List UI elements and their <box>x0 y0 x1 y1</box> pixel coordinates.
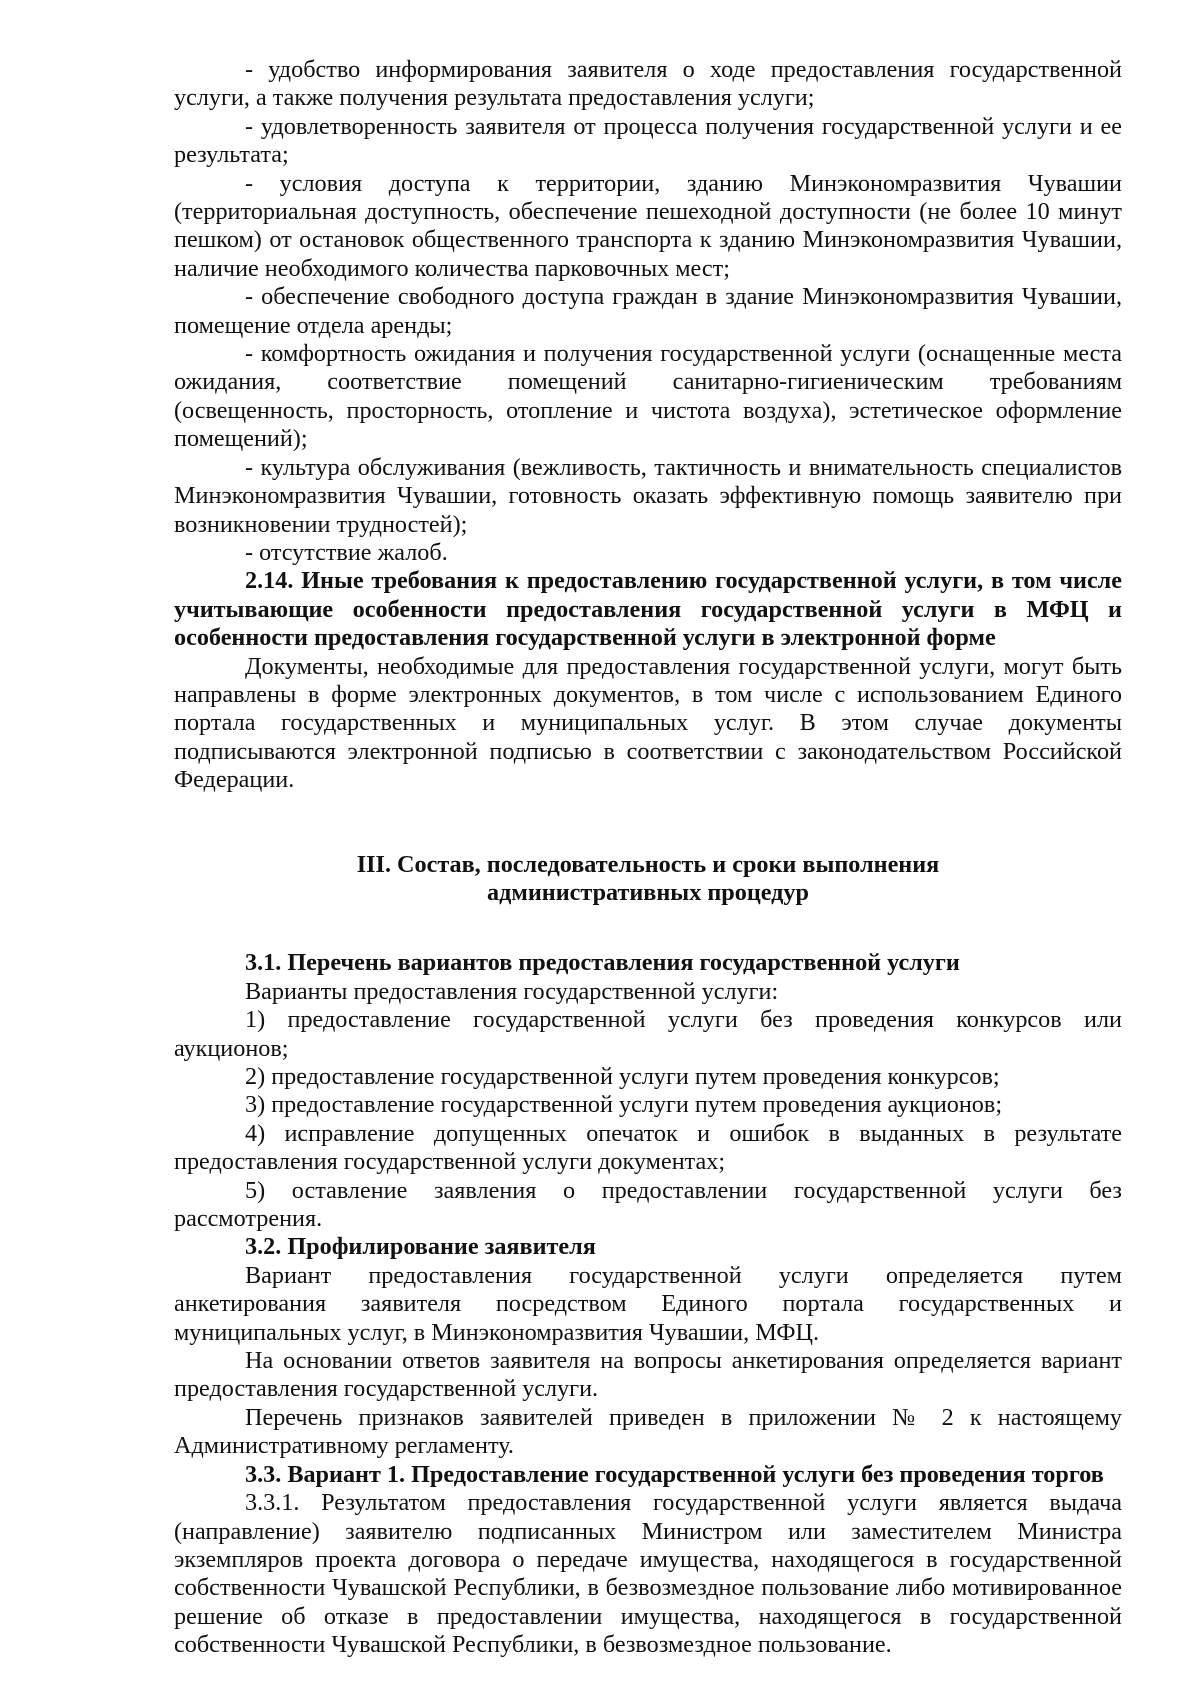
paragraph-3-2-2: На основании ответов заявителя на вопросы анкетирования определяется вариант предоставления государственной услуги. <box>174 1347 1122 1403</box>
paragraph-convenience: - удобство информирования заявителя о ходе предоставления государственной услуги, а также получения результата предоставления услуги; <box>174 56 1122 112</box>
heading-3-1: 3.1. Перечень вариантов предоставления государственной услуги <box>245 949 960 977</box>
heading-3-3: 3.3. Вариант 1. Предоставление государственной услуги без проведения торгов <box>245 1460 1104 1488</box>
list-3-1-item-2: 2) предоставление государственной услуги путем проведения конкурсов; <box>245 1063 1000 1090</box>
paragraph-3-2-1: Вариант предоставления государственной услуги определяется путем анкетирования заявителя посредством Единого портала государственных и муниципальных услуг, в Минэкономразвития Чувашии, МФЦ. <box>174 1261 1122 1346</box>
list-3-1-item-5: 5) оставление заявления о предоставлении государственной услуги без рассмотрения. <box>174 1176 1122 1233</box>
paragraph-2-14: Документы, необходимые для предоставления государственной услуги, могут быть направлены в форме электронных документов, в том числе с использованием Единого портала государственных и муниципальных услуг. В этом случае документы подписываются электронной подписью в соответствии с законодательством Российской Федерации. <box>174 652 1122 794</box>
list-3-1-item-1: 1) предоставление государственной услуги без проведения конкурсов или аукционов; <box>174 1006 1122 1062</box>
section-spacer-2 <box>174 907 1122 949</box>
document-page <box>174 56 1122 1660</box>
section-3-title-line-2: административных процедур <box>487 878 809 906</box>
section-3-title-line-1: III. Состав, последовательность и сроки выполнения <box>356 850 940 878</box>
paragraph-free-access: - обеспечение свободного доступа граждан в здание Минэкономразвития Чувашии, помещение отдела аренды; <box>174 283 1122 339</box>
list-3-1-intro: Варианты предоставления государственной услуги: <box>245 977 779 1005</box>
paragraph-3-3-1: 3.3.1. Результатом предоставления государственной услуги является выдача (направление) заявителю подписанных Министром или заместителем Министра экземпляров проекта договора о передаче имущества, находящегося в государственной собственности Чувашской Республики, в безвозмездное пользование либо мотивированное решение об отказе в предоставлении имущества, находящегося в государственной собственности Чувашской Республики, в безвозмездное пользование. <box>174 1489 1122 1659</box>
list-3-1-item-4: 4) исправление допущенных опечаток и ошибок в выданных в результате предоставления государственной услуги документах; <box>174 1119 1122 1176</box>
section-spacer <box>174 795 1122 851</box>
paragraph-service-culture: - культура обслуживания (вежливость, тактичность и внимательность специалистов Минэкономразвития Чувашии, готовность оказать эффективную помощь заявителю при возникновении трудностей); <box>174 453 1122 538</box>
paragraph-satisfaction: - удовлетворенность заявителя от процесса получения государственной услуги и ее результата; <box>174 112 1122 169</box>
heading-2-14: 2.14. Иные требования к предоставлению государственной услуги, в том числе учитывающие особенности предоставления государственной услуги в МФЦ и особенности предоставления государственной услуги в электронной форме <box>174 567 1122 652</box>
paragraph-3-2-3: Перечень признаков заявителей приведен в приложении № 2 к настоящему Административному регламенту. <box>174 1403 1122 1460</box>
paragraph-no-complaints: - отсутствие жалоб. <box>245 538 448 566</box>
list-3-1-item-3: 3) предоставление государственной услуги путем проведения аукционов; <box>245 1091 1003 1119</box>
heading-3-2: 3.2. Профилирование заявителя <box>245 1233 596 1261</box>
paragraph-comfort: - комфортность ожидания и получения государственной услуги (оснащенные места ожидания, соответствие помещений санитарно-гигиеническим требованиям (освещенность, просторность, отопление и чистота воздуха), эстетическое оформление помещений); <box>174 340 1122 453</box>
paragraph-access-conditions: - условия доступа к территории, зданию Минэкономразвития Чувашии (территориальная доступность, обеспечение пешеходной доступности (не более 10 минут пешком) от остановок общественного транспорта к зданию Минэкономразвития Чувашии, наличие необходимого количества парковочных мест; <box>174 169 1122 282</box>
